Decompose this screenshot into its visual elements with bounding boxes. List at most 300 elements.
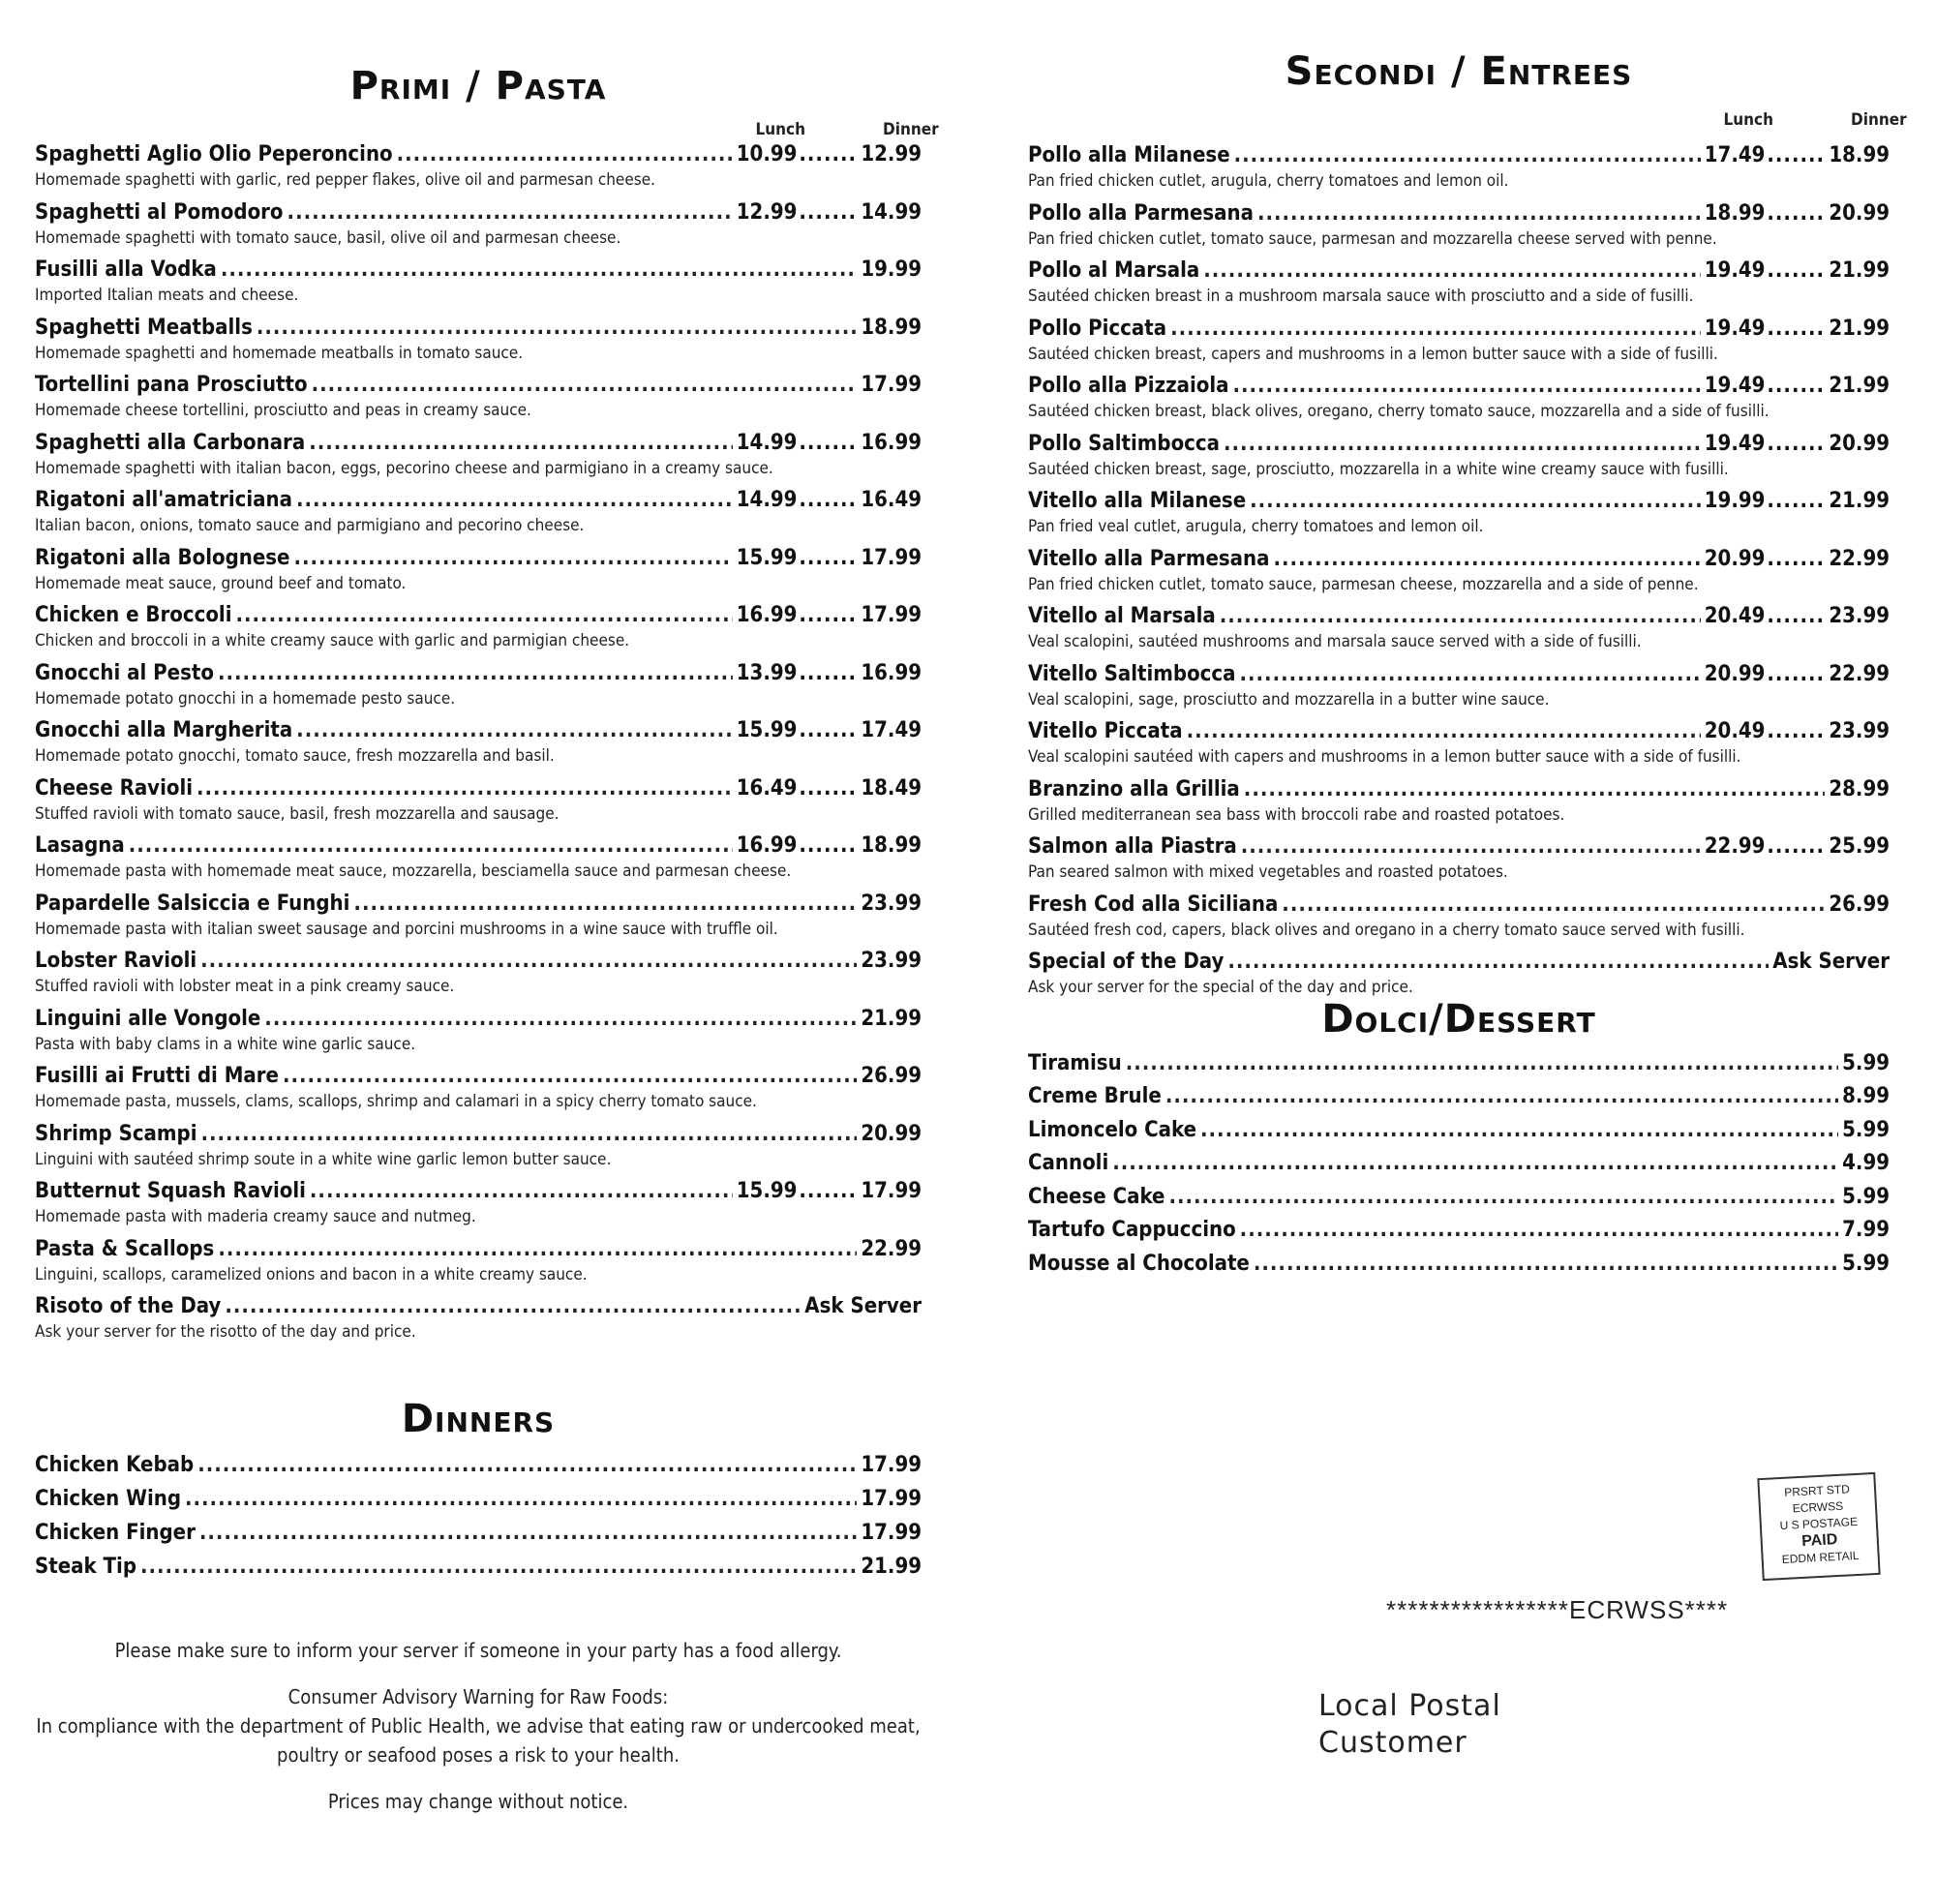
dinners-item — [35, 1482, 922, 1516]
pasta-item-line — [35, 602, 922, 629]
entrees-item-description: Sautéed chicken breast, black olives, oregano, cherry tomato sauce, mozzarella and a side of fusilli. — [1028, 402, 1770, 421]
dot-leader — [799, 199, 859, 227]
pasta-item-line — [35, 660, 922, 687]
pasta-item-line — [35, 1063, 922, 1090]
pasta-item-description: Homemade pasta with maderia creamy sauce and nutmeg. — [35, 1207, 476, 1226]
dot-leader — [799, 775, 859, 802]
entrees-item-name: Fresh Cod alla Siciliana — [1028, 892, 1279, 917]
entrees-item-line — [1028, 142, 1890, 169]
dot-leader — [799, 141, 859, 168]
dot-leader — [1767, 142, 1827, 169]
notes — [35, 1636, 922, 1833]
dot-leader — [1200, 1114, 1838, 1148]
dessert-item — [1028, 1047, 1890, 1081]
entrees-item-lunch-price: 17.49 — [1704, 143, 1766, 167]
advisory-body-2: poultry or seafood poses a risk to your health. — [277, 1743, 680, 1767]
pasta-item-dinner-price: 12.99 — [861, 142, 922, 166]
dot-leader — [264, 1006, 857, 1033]
pasta-item-description: Homemade pasta with homemade meat sauce, mozzarella, besciamella sauce and parmesan cheese. — [35, 861, 792, 881]
entrees-item — [1028, 488, 1890, 546]
entrees-item — [1028, 431, 1890, 489]
addressee — [1318, 1688, 1501, 1762]
pasta-item — [35, 1236, 922, 1294]
entrees-item-dinner-price: 20.99 — [1829, 431, 1890, 456]
dot-leader — [1767, 316, 1827, 343]
dessert-item-name: Tiramisu — [1028, 1050, 1122, 1075]
dot-leader — [1273, 546, 1700, 573]
pasta-item — [35, 199, 922, 257]
dot-leader — [1168, 1181, 1838, 1215]
pasta-item — [35, 1006, 922, 1064]
dot-leader — [296, 717, 733, 744]
pasta-item-dinner-price: 18.99 — [861, 315, 922, 340]
dot-leader — [799, 717, 859, 744]
dot-leader — [1126, 1047, 1838, 1081]
entrees-item-lunch-price: 20.49 — [1704, 719, 1766, 743]
dessert-item-name: Mousse al Chocolate — [1028, 1251, 1250, 1276]
pasta-item-name: Fusilli ai Frutti di Mare — [35, 1064, 279, 1088]
ecrwss-line: *****************ECRWSS**** — [1386, 1595, 1729, 1624]
entrees-item-line — [1028, 718, 1890, 745]
dinners-item-name: Chicken Kebab — [35, 1452, 195, 1477]
entrees-title: Secondi / Entrees — [1285, 49, 1633, 94]
indicia-line-1: PRSRT STD — [1783, 1482, 1851, 1499]
entrees-item — [1028, 200, 1890, 258]
entrees-dinner-label: Dinner — [1851, 110, 1907, 130]
pasta-item — [35, 832, 922, 891]
pasta-item-name: Risoto of the Day — [35, 1294, 222, 1318]
entrees-item — [1028, 776, 1890, 834]
dessert-title: Dolci/Dessert — [1321, 996, 1596, 1042]
dot-leader — [799, 660, 859, 687]
entrees-item-line — [1028, 488, 1890, 515]
pasta-item-description: Stuffed ravioli with tomato sauce, basil, fresh mozzarella and sausage. — [35, 803, 560, 824]
pasta-item-name: Chicken e Broccoli — [35, 603, 232, 627]
pasta-item-lunch-price: 15.99 — [736, 718, 798, 742]
pasta-item-description: Homemade meat sauce, ground beef and tomato. — [35, 573, 407, 593]
entrees-item-name: Vitello alla Parmesana — [1028, 546, 1270, 571]
entrees-item-name: Pollo alla Parmesana — [1028, 200, 1254, 226]
prices-note: Prices may change without notice. — [327, 1790, 629, 1813]
pasta-item-line — [35, 372, 922, 399]
pasta-item-name: Butternut Squash Ravioli — [35, 1179, 306, 1203]
dot-leader — [1241, 833, 1701, 861]
pasta-item-name: Lasagna — [35, 833, 125, 858]
entrees-item-lunch-price: 19.49 — [1704, 258, 1766, 283]
pasta-item-description: Italian bacon, onions, tomato sauce and parmigiano and pecorino cheese. — [35, 516, 585, 535]
pasta-item-lunch-price: 13.99 — [736, 660, 798, 685]
entrees-item-dinner-price: 22.99 — [1829, 661, 1890, 686]
entrees-item-lunch-price: 20.49 — [1704, 604, 1766, 628]
pasta-item — [35, 1178, 922, 1236]
dessert-item-name: Cheese Cake — [1028, 1184, 1165, 1209]
entrees-item-description: Pan fried chicken cutlet, tomato sauce, parmesan and mozzarella cheese served with penne. — [1028, 228, 1717, 249]
pasta-item-description: Homemade spaghetti with tomato sauce, basil, olive oil and parmesan cheese. — [35, 227, 621, 248]
dinners-item-price: 21.99 — [861, 1554, 922, 1579]
dot-leader — [293, 545, 732, 572]
pasta-item-name: Gnocchi alla Margherita — [35, 718, 293, 742]
entrees-item-dinner-price: 22.99 — [1829, 546, 1890, 571]
dessert-item — [1028, 1114, 1890, 1148]
dinners-item-name: Chicken Wing — [35, 1486, 181, 1511]
pasta-item-lunch-price: 14.99 — [736, 430, 798, 455]
dot-leader — [1767, 373, 1827, 400]
pasta-item-name: Pasta & Scallops — [35, 1236, 215, 1261]
pasta-item — [35, 141, 922, 199]
entrees-item — [1028, 718, 1890, 776]
dinners-item-price: 17.99 — [861, 1520, 922, 1545]
entrees-item-name: Pollo alla Pizzaiola — [1028, 374, 1229, 398]
dot-leader — [397, 141, 733, 168]
pasta-item-dinner-price: 22.99 — [861, 1236, 922, 1261]
dinners-item-price: 17.99 — [861, 1452, 922, 1477]
dinners-list — [35, 1448, 922, 1584]
entrees-item-line — [1028, 546, 1890, 573]
entrees-item-dinner-price: 23.99 — [1829, 604, 1890, 628]
dessert-item-name: Creme Brule — [1028, 1084, 1162, 1108]
dot-leader — [1767, 200, 1827, 227]
pasta-item-name: Gnocchi al Pesto — [35, 660, 214, 685]
entrees-item-line — [1028, 892, 1890, 919]
dot-leader — [353, 891, 857, 918]
pasta-item-line — [35, 832, 922, 860]
pasta-item-name: Spaghetti Aglio Olio Peperoncino — [35, 142, 393, 166]
pasta-item-name: Shrimp Scampi — [35, 1121, 197, 1146]
entrees-item-name: Pollo Piccata — [1028, 316, 1167, 341]
pasta-item-line — [35, 948, 922, 975]
entrees-item-lunch-price: 19.99 — [1704, 489, 1766, 513]
dessert-item-price: 4.99 — [1842, 1151, 1890, 1175]
pasta-item-dinner-price: 23.99 — [861, 891, 922, 916]
pasta-item-dinner-price: 19.99 — [861, 257, 922, 282]
dot-leader — [309, 430, 733, 457]
entrees-item-dinner-price: 21.99 — [1829, 258, 1890, 283]
dessert-item-price: 8.99 — [1842, 1084, 1890, 1108]
dot-leader — [310, 1178, 733, 1205]
dinners-item-name: Steak Tip — [35, 1554, 136, 1579]
pasta-item-line — [35, 1236, 922, 1263]
entrees-item — [1028, 257, 1890, 316]
dot-leader — [287, 199, 733, 227]
entrees-item-lunch-price: 19.49 — [1704, 316, 1766, 341]
entrees-item-line — [1028, 257, 1890, 285]
dessert-item — [1028, 1248, 1890, 1282]
entrees-item — [1028, 661, 1890, 719]
dot-leader — [129, 832, 733, 860]
pasta-item-description: Homemade potato gnocchi in a homemade pesto sauce. — [35, 688, 456, 709]
dot-leader — [1203, 257, 1701, 285]
dessert-item-price: 5.99 — [1842, 1184, 1890, 1209]
pasta-item-dinner-price: 18.49 — [861, 775, 922, 801]
entrees-item — [1028, 373, 1890, 431]
pasta-item-description: Pasta with baby clams in a white wine garlic sauce. — [35, 1034, 416, 1054]
pasta-item-name: Papardelle Salsiccia e Funghi — [35, 891, 350, 916]
dot-leader — [1767, 257, 1827, 285]
dot-leader — [1239, 661, 1700, 688]
pasta-item — [35, 430, 922, 488]
dot-leader — [257, 315, 858, 342]
entrees-item-name: Vitello al Marsala — [1028, 604, 1216, 628]
pasta-item-line — [35, 141, 922, 168]
pasta-item-line — [35, 1006, 922, 1033]
pasta-item-name: Spaghetti Meatballs — [35, 315, 253, 340]
entrees-item — [1028, 892, 1890, 950]
pasta-item-line — [35, 891, 922, 918]
pasta-item-dinner-price: 23.99 — [861, 949, 922, 973]
entrees-item-line — [1028, 200, 1890, 227]
entrees-item-dinner-price: 18.99 — [1829, 143, 1890, 167]
pasta-item-description: Homemade cheese tortellini, prosciutto and peas in creamy sauce. — [35, 401, 531, 420]
pasta-item-description: Chicken and broccoli in a white creamy sauce with garlic and parmigian cheese. — [35, 631, 630, 650]
dot-leader — [1250, 488, 1701, 515]
dot-leader — [1112, 1147, 1838, 1181]
entrees-item-description: Pan fried veal cutlet, arugula, cherry tomatoes and lemon oil. — [1028, 517, 1484, 536]
entrees-item-dinner-price: 28.99 — [1829, 776, 1890, 801]
pasta-item-line — [35, 315, 922, 342]
pasta-item-name: Linguini alle Vongole — [35, 1006, 261, 1031]
pasta-item-dinner-price: 26.99 — [861, 1064, 922, 1088]
postage-indicia — [1757, 1472, 1880, 1581]
entrees-item-line — [1028, 431, 1890, 458]
entrees-item-dinner-price: Ask Server — [1772, 950, 1890, 974]
dot-leader — [1232, 373, 1700, 400]
dessert-item-name: Limoncelo Cake — [1028, 1117, 1197, 1142]
entrees-item-line — [1028, 373, 1890, 400]
pasta-item-lunch-price: 16.49 — [736, 775, 798, 801]
dot-leader — [1240, 1214, 1838, 1248]
pasta-item-line — [35, 775, 922, 802]
entrees-item — [1028, 316, 1890, 374]
pasta-item-lunch-price: 16.99 — [736, 603, 798, 627]
dessert-item-name: Cannoli — [1028, 1151, 1109, 1175]
pasta-item-description: Homemade pasta, mussels, clams, scallops, shrimp and calamari in a spicy cherry tomato sauce. — [35, 1092, 757, 1111]
dinners-item — [35, 1448, 922, 1482]
pasta-item — [35, 775, 922, 833]
pasta-item-description: Imported Italian meats and cheese. — [35, 286, 299, 305]
entrees-item-line — [1028, 949, 1890, 976]
pasta-lunch-label: Lunch — [755, 120, 805, 139]
dinners-item — [35, 1550, 922, 1584]
entrees-item-line — [1028, 661, 1890, 688]
pasta-item-description: Linguini with sautéed shrimp soute in a white wine garlic lemon butter sauce. — [35, 1149, 612, 1169]
pasta-item-name: Lobster Ravioli — [35, 949, 197, 973]
pasta-item-description: Ask your server for the risotto of the day and price. — [35, 1322, 416, 1342]
entrees-item-description: Sautéed chicken breast in a mushroom marsala sauce with prosciutto and a side of fusilli. — [1028, 287, 1694, 306]
dessert-item — [1028, 1080, 1890, 1114]
pasta-item-lunch-price: 12.99 — [736, 199, 798, 225]
pasta-item-dinner-price: 14.99 — [861, 199, 922, 225]
entrees-item-line — [1028, 776, 1890, 803]
dot-leader — [218, 660, 733, 687]
pasta-item-name: Spaghetti alla Carbonara — [35, 430, 306, 455]
pasta-item — [35, 257, 922, 315]
dot-leader — [799, 430, 859, 457]
pasta-item — [35, 602, 922, 660]
pasta-item-dinner-price: 17.99 — [861, 545, 922, 570]
advisory-title: Consumer Advisory Warning for Raw Foods: — [287, 1685, 669, 1708]
dinners-item-price: 17.99 — [861, 1486, 922, 1511]
pasta-item — [35, 891, 922, 949]
pasta-dinner-label: Dinner — [883, 120, 939, 139]
entrees-item-dinner-price: 25.99 — [1829, 834, 1890, 859]
left-column — [35, 0, 939, 1584]
pasta-item-line — [35, 717, 922, 744]
dot-leader — [799, 832, 859, 860]
indicia-line-4: PAID — [1800, 1531, 1838, 1550]
entrees-item-name: Pollo alla Milanese — [1028, 143, 1230, 167]
dinners-item — [35, 1516, 922, 1550]
dot-leader — [1282, 892, 1825, 919]
dessert-item-name: Tartufo Cappuccino — [1028, 1218, 1236, 1242]
entrees-item-lunch-price: 20.99 — [1704, 661, 1766, 686]
pasta-item-description: Stuffed ravioli with lobster meat in a pink creamy sauce. — [35, 977, 455, 996]
entrees-item-dinner-price: 26.99 — [1829, 892, 1890, 917]
dot-leader — [200, 948, 857, 975]
dessert-item-price: 5.99 — [1842, 1117, 1890, 1142]
addressee-line-1: Local Postal — [1318, 1689, 1501, 1723]
pasta-item-line — [35, 199, 922, 227]
entrees-item-dinner-price: 21.99 — [1829, 316, 1890, 341]
entrees-item-name: Vitello Saltimbocca — [1028, 661, 1236, 686]
pasta-item-name: Cheese Ravioli — [35, 775, 194, 801]
pasta-item-lunch-price: 15.99 — [736, 545, 798, 570]
dot-leader — [197, 1448, 857, 1482]
dessert-item — [1028, 1147, 1890, 1181]
entrees-item-description: Pan fried chicken cutlet, arugula, cherry tomatoes and lemon oil. — [1028, 171, 1509, 191]
dot-leader — [1257, 200, 1701, 227]
pasta-item-dinner-price: 16.99 — [861, 660, 922, 685]
dot-leader — [200, 1121, 857, 1148]
entrees-item-name: Pollo al Marsala — [1028, 258, 1200, 283]
pasta-item — [35, 1121, 922, 1179]
pasta-item-name: Rigatoni all'amatriciana — [35, 488, 292, 512]
pasta-item-line — [35, 430, 922, 457]
dot-leader — [1767, 488, 1827, 515]
pasta-column-header — [35, 120, 939, 143]
advisory-body-1: In compliance with the department of Public Health, we advise that eating raw or undercooked meat, — [36, 1714, 921, 1738]
dot-leader — [1220, 603, 1701, 630]
dot-leader — [1224, 431, 1701, 458]
pasta-item — [35, 487, 922, 545]
pasta-item-line — [35, 545, 922, 572]
pasta-item — [35, 1293, 922, 1351]
entrees-list — [1028, 142, 1890, 1007]
pasta-item-lunch-price: 15.99 — [736, 1179, 798, 1203]
entrees-item-line — [1028, 833, 1890, 861]
entrees-item-name: Pollo Saltimbocca — [1028, 431, 1220, 456]
entrees-item-lunch-price: 19.49 — [1704, 431, 1766, 456]
pasta-item-dinner-price: 17.99 — [861, 373, 922, 397]
dot-leader — [1244, 776, 1826, 803]
pasta-item-description: Homemade spaghetti and homemade meatballs in tomato sauce. — [35, 343, 524, 363]
dot-leader — [1767, 833, 1827, 861]
pasta-title: Primi / Pasta — [349, 64, 607, 108]
entrees-item-name: Branzino alla Grillia — [1028, 776, 1240, 801]
dot-leader — [221, 257, 858, 284]
indicia-line-5: EDDM RETAIL — [1781, 1548, 1860, 1567]
entrees-item-name: Salmon alla Piastra — [1028, 834, 1237, 859]
dot-leader — [1767, 661, 1827, 688]
dessert-item — [1028, 1214, 1890, 1248]
dot-leader — [225, 1293, 801, 1320]
dot-leader — [1767, 546, 1827, 573]
pasta-item-line — [35, 1121, 922, 1148]
entrees-item-description: Veal scalopini sautéed with capers and mushrooms in a lemon butter sauce with a side of fusilli. — [1028, 747, 1741, 767]
dot-leader — [1170, 316, 1701, 343]
dot-leader — [1165, 1080, 1838, 1114]
entrees-item-dinner-price: 21.99 — [1829, 374, 1890, 398]
entrees-item-name: Vitello Piccata — [1028, 719, 1183, 743]
dessert-list — [1028, 1047, 1890, 1282]
pasta-item-lunch-price: 16.99 — [736, 833, 798, 858]
entrees-item-description: Ask your server for the special of the day and price. — [1028, 978, 1413, 997]
pasta-item-line — [35, 257, 922, 284]
pasta-item — [35, 660, 922, 718]
entrees-item — [1028, 603, 1890, 661]
dot-leader — [218, 1236, 857, 1263]
pasta-item-dinner-price: 17.99 — [861, 1179, 922, 1203]
dot-leader — [1234, 142, 1701, 169]
entrees-item-description: Pan seared salmon with mixed vegetables and roasted potatoes. — [1028, 862, 1508, 882]
entrees-column-header — [1028, 110, 1907, 134]
entrees-item-description: Pan fried chicken cutlet, tomato sauce, parmesan cheese, mozzarella and a side of penne. — [1028, 574, 1699, 594]
pasta-item-line — [35, 487, 922, 514]
pasta-item-name: Tortellini pana Prosciutto — [35, 373, 308, 397]
dot-leader — [140, 1550, 857, 1584]
entrees-item-name: Special of the Day — [1028, 950, 1225, 974]
entrees-item-description: Grilled mediterranean sea bass with broccoli rabe and roasted potatoes. — [1028, 804, 1565, 825]
entrees-item — [1028, 546, 1890, 604]
pasta-item-dinner-price: 21.99 — [861, 1006, 922, 1031]
pasta-item-name: Spaghetti al Pomodoro — [35, 199, 284, 225]
pasta-item-description: Homemade potato gnocchi, tomato sauce, fresh mozzarella and basil. — [35, 746, 555, 766]
pasta-item-description: Homemade pasta with italian sweet sausage and porcini mushrooms in a wine sauce with truffle oil. — [35, 919, 778, 939]
entrees-item-dinner-price: 23.99 — [1829, 719, 1890, 743]
pasta-item — [35, 717, 922, 775]
entrees-item-line — [1028, 316, 1890, 343]
pasta-item-line — [35, 1178, 922, 1205]
pasta-item-description: Homemade spaghetti with italian bacon, eggs, pecorino cheese and parmigiano in a creamy sauce. — [35, 458, 773, 478]
entrees-item-line — [1028, 603, 1890, 630]
dot-leader — [799, 487, 859, 514]
pasta-item-description: Homemade spaghetti with garlic, red pepper flakes, olive oil and parmesan cheese. — [35, 170, 655, 190]
pasta-item-dinner-price: Ask Server — [804, 1294, 922, 1318]
dinners-title: Dinners — [401, 1396, 556, 1441]
entrees-item-description: Veal scalopini, sautéed mushrooms and marsala sauce served with a side of fusilli. — [1028, 632, 1642, 651]
entrees-item-lunch-price: 22.99 — [1704, 834, 1766, 859]
dot-leader — [312, 372, 858, 399]
indicia-line-3: U S POSTAGE — [1779, 1514, 1859, 1533]
dot-leader — [283, 1063, 857, 1090]
dinners-item-name: Chicken Finger — [35, 1520, 196, 1545]
dot-leader — [799, 545, 859, 572]
pasta-item-lunch-price: 14.99 — [736, 488, 798, 512]
entrees-item-dinner-price: 21.99 — [1829, 489, 1890, 513]
entrees-item-description: Sautéed chicken breast, capers and mushrooms in a lemon butter sauce with a side of fusilli. — [1028, 344, 1718, 364]
pasta-item — [35, 948, 922, 1006]
entrees-item-description: Sautéed fresh cod, capers, black olives and oregano in a cherry tomato sauce served with fusilli. — [1028, 920, 1745, 940]
pasta-item-lunch-price: 10.99 — [736, 142, 798, 166]
dot-leader — [1187, 718, 1701, 745]
entrees-item-dinner-price: 20.99 — [1829, 200, 1890, 226]
entrees-item-lunch-price: 18.99 — [1704, 200, 1766, 226]
dot-leader — [1767, 431, 1827, 458]
entrees-item-lunch-price: 20.99 — [1704, 546, 1766, 571]
dot-leader — [1767, 603, 1827, 630]
dot-leader — [197, 775, 733, 802]
addressee-line-2: Customer — [1318, 1726, 1467, 1760]
right-column — [1028, 0, 1907, 1281]
